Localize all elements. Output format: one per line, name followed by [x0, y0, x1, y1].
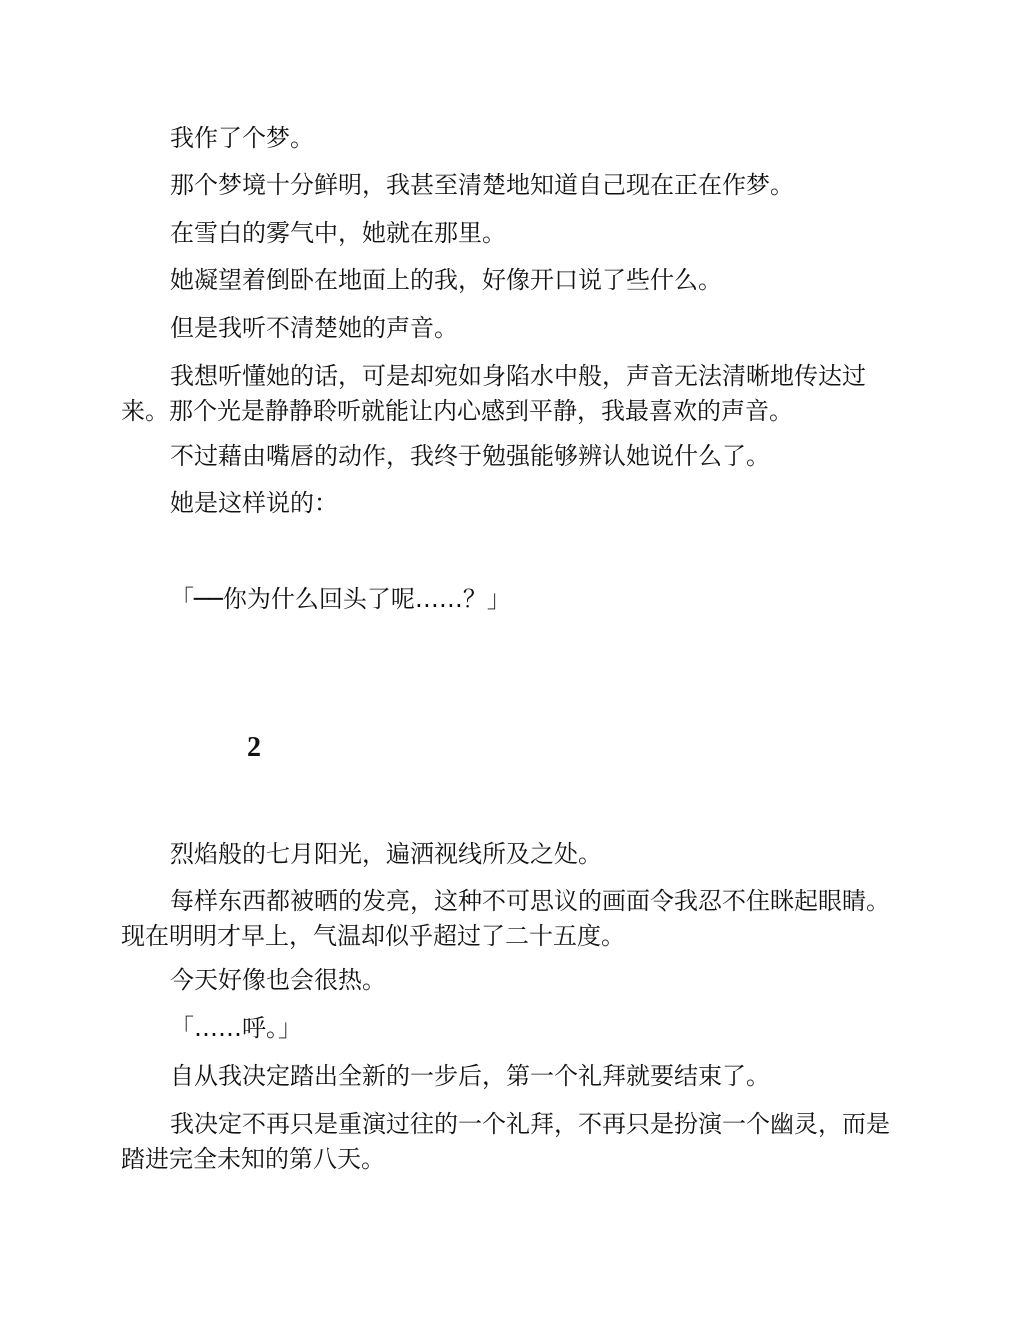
- paragraph: 我想听懂她的话，可是却宛如身陷水中般，声音无法清晰地传达过来。那个光是静静聆听就能让内心感到平静，我最喜欢的声音。: [121, 362, 866, 425]
- paragraph: 我决定不再只是重演过往的一个礼拜，不再只是扮演一个幽灵，而是踏进完全未知的第八天。: [121, 1110, 890, 1173]
- paragraph: 每样东西都被晒的发亮，这种不可思议的画面令我忍不住眯起眼睛。现在明明才早上，气温却似乎超过了二十五度。: [121, 887, 890, 950]
- paragraph: 不过藉由嘴唇的动作，我终于勉强能够辨认她说什么了。: [170, 442, 770, 470]
- paragraph: 但是我听不清楚她的声音。: [170, 314, 458, 342]
- paragraph: 烈焰般的七月阳光，遍洒视线所及之处。: [170, 840, 602, 868]
- paragraph: 今天好像也会很热。: [170, 966, 386, 994]
- dialogue-line: 「……呼。」: [170, 1014, 302, 1042]
- paragraph: 在雪白的雾气中，她就在那里。: [170, 219, 506, 247]
- chapter-heading: 2: [247, 732, 261, 763]
- dialogue-line: 「──你为什么回头了呢……？」: [170, 585, 511, 613]
- paragraph: 那个梦境十分鲜明，我甚至清楚地知道自己现在正在作梦。: [170, 171, 794, 199]
- paragraph: 自从我决定踏出全新的一步后，第一个礼拜就要结束了。: [170, 1062, 770, 1090]
- paragraph: 她凝望着倒卧在地面上的我，好像开口说了些什么。: [170, 266, 722, 294]
- paragraph: 她是这样说的：: [170, 489, 338, 517]
- paragraph: 我作了个梦。: [170, 124, 314, 152]
